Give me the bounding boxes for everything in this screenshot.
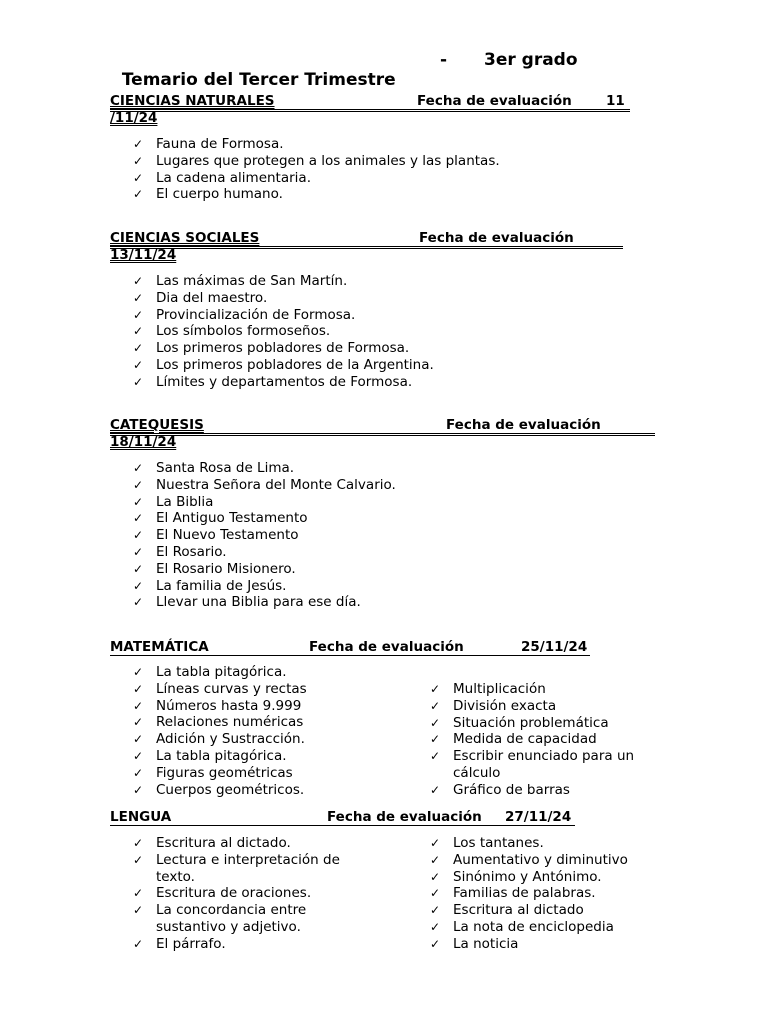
topic-item [133,340,693,357]
topic-text: Familias de palabras. [453,885,596,902]
checkmark-icon: ✓ [430,919,441,934]
topic-item [430,902,670,919]
checkmark-icon: ✓ [133,595,144,610]
topic-item [430,835,670,852]
checkmark-icon: ✓ [430,836,441,850]
topic-item [133,273,693,290]
checkmark-icon: ✓ [133,681,144,696]
matematica-subject: MATEMÁTICA [110,639,209,655]
naturales-header-rule [110,109,630,110]
topic-item [430,885,670,902]
sociales-subject: CIENCIAS SOCIALES [110,230,260,246]
topic-text: La familia de Jesús. [156,577,287,594]
topic-text: El Rosario Misionero. [156,560,296,577]
topic-text: El Rosario. [156,543,227,560]
checkmark-icon: ✓ [133,578,144,593]
naturales-subject: CIENCIAS NATURALES [110,93,275,109]
topic-text: Escritura al dictado [453,902,584,919]
topic-item [430,782,670,799]
topic-text: El Nuevo Testamento [156,527,299,544]
topic-item [133,170,693,187]
topic-item [133,765,413,782]
topic-item [133,460,693,477]
topic-item [133,578,693,595]
naturales-date-part-b: /11/24 [110,110,158,126]
checkmark-icon: ✓ [430,903,441,918]
topic-text: La noticia [453,935,519,952]
checkmark-icon: ✓ [430,936,441,951]
topic-text: Las máximas de San Martín. [156,273,348,289]
topic-item [133,153,693,170]
checkmark-icon: ✓ [133,477,144,492]
lengua-subject: LENGUA [110,809,172,825]
topic-text: Adición y Sustracción. [156,731,305,748]
topic-item [133,323,693,340]
title-dash: - [440,50,448,70]
checkmark-icon: ✓ [430,732,441,747]
checkmark-icon: ✓ [133,528,144,543]
topic-item [133,561,693,578]
topic-text: Límites y departamentos de Formosa. [156,373,413,390]
checkmark-icon: ✓ [133,715,144,730]
checkmark-icon: ✓ [133,494,144,509]
topic-text: La tabla pitagórica. [156,747,287,764]
topic-item [133,902,373,936]
title-text: Temario del Tercer Trimestre [121,70,396,90]
topic-text: Gráfico de barras [453,781,570,798]
topic-text: Lugares que protegen a los animales y las plantas. [156,152,500,169]
topic-item [133,494,693,511]
topic-text: Los tantanes. [453,835,544,851]
checkmark-icon: ✓ [133,461,144,475]
topic-item [133,477,693,494]
checkmark-icon: ✓ [133,561,144,576]
checkmark-icon: ✓ [430,852,441,867]
topic-text: Aumentativo y diminutivo [453,851,628,868]
checkmark-icon: ✓ [430,682,441,696]
lengua-topic-list-left [133,835,373,953]
sociales-header-rule-2 [110,248,623,249]
sociales-header-rule [110,246,623,247]
naturales-date-label: Fecha de evaluación [417,93,572,109]
checkmark-icon: ✓ [133,187,144,202]
checkmark-icon: ✓ [430,698,441,713]
topic-text: Santa Rosa de Lima. [156,460,295,476]
topic-text: División exacta [453,697,557,714]
topic-text: Nuestra Señora del Monte Calvario. [156,476,396,493]
topic-item [430,919,670,936]
checkmark-icon: ✓ [430,749,441,764]
topic-text: Sinónimo y Antónimo. [453,868,602,885]
topic-item [430,852,670,869]
topic-item [133,136,693,153]
checkmark-icon: ✓ [133,782,144,797]
sociales-topic-list [133,273,693,391]
topic-item [133,290,693,307]
title-grade: 3er grado [484,50,578,70]
checkmark-icon: ✓ [133,374,144,389]
topic-text: Provincialización de Formosa. [156,306,356,323]
sociales-date: 13/11/24 [110,247,177,263]
topic-text: Fauna de Formosa. [156,136,284,152]
topic-text: La tabla pitagórica. [156,664,287,680]
topic-text: Los primeros pobladores de la Argentina. [156,356,434,373]
checkmark-icon: ✓ [133,357,144,372]
topic-text: Los primeros pobladores de Formosa. [156,340,410,357]
checkmark-icon: ✓ [133,307,144,322]
catequesis-date: 18/11/24 [110,434,177,450]
checkmark-icon: ✓ [133,274,144,288]
topic-item [133,936,373,953]
topic-item [133,852,373,886]
topic-item [430,698,670,715]
topic-item [133,835,373,852]
topic-text: Relaciones numéricas [156,714,304,731]
topic-text: Cuerpos geométricos. [156,781,305,798]
topic-item [430,869,670,886]
topic-item [133,544,693,561]
topic-item [430,715,670,732]
matematica-topic-list-left [133,664,413,798]
checkmark-icon: ✓ [133,698,144,713]
checkmark-icon: ✓ [133,852,144,867]
checkmark-icon: ✓ [133,765,144,780]
topic-item [133,374,693,391]
topic-text: Medida de capacidad [453,731,597,748]
topic-item [133,714,413,731]
sociales-date-label: Fecha de evaluación [419,230,574,246]
matematica-date-label: Fecha de evaluación [309,639,464,655]
topic-text: Dia del maestro. [156,289,268,306]
topic-item [430,681,670,698]
topic-item [430,936,670,953]
catequesis-subject: CATEQUESIS [110,417,204,433]
checkmark-icon: ✓ [430,782,441,797]
checkmark-icon: ✓ [133,544,144,559]
topic-item [430,731,670,748]
topic-text: La Biblia [156,493,214,510]
checkmark-icon: ✓ [430,869,441,884]
topic-item [133,748,413,765]
checkmark-icon: ✓ [133,936,144,951]
topic-item [133,594,693,611]
checkmark-icon: ✓ [133,886,144,901]
lengua-date: 27/11/24 [505,809,572,825]
topic-item [133,681,413,698]
checkmark-icon: ✓ [133,903,144,918]
checkmark-icon: ✓ [133,153,144,168]
topic-text: El cuerpo humano. [156,186,283,203]
checkmark-icon: ✓ [133,511,144,526]
checkmark-icon: ✓ [430,886,441,901]
lengua-header-rule [110,825,575,826]
topic-item [430,748,670,782]
topic-text: Líneas curvas y rectas [156,680,307,697]
topic-text: Llevar una Biblia para ese día. [156,594,361,611]
topic-text: Multiplicación [453,681,546,697]
checkmark-icon: ✓ [133,290,144,305]
lengua-date-label: Fecha de evaluación [327,809,482,825]
topic-item [133,885,373,902]
topic-item [133,186,693,203]
checkmark-icon: ✓ [133,324,144,339]
topic-text: Escribir enunciado para un cálculo [453,748,635,781]
topic-item [133,731,413,748]
checkmark-icon: ✓ [133,748,144,763]
topic-item [133,527,693,544]
lengua-topic-list-right [430,835,670,953]
topic-text: La nota de enciclopedia [453,918,614,935]
topic-text: Situación problemática [453,714,609,731]
catequesis-header-rule [110,433,655,434]
matematica-header-rule [110,655,590,656]
topic-text: El Antiguo Testamento [156,510,308,527]
topic-item [133,510,693,527]
topic-text: La concordancia entre sustantivo y adjetivo. [156,902,307,935]
topic-item [133,307,693,324]
matematica-topic-list-right [430,681,670,799]
checkmark-icon: ✓ [133,341,144,356]
checkmark-icon: ✓ [133,732,144,747]
naturales-header-rule-2 [110,111,630,112]
topic-text: Escritura al dictado. [156,835,291,851]
topic-text: La cadena alimentaria. [156,169,311,186]
topic-text: Números hasta 9.999 [156,697,302,714]
naturales-date-part-a: 11 [606,93,625,109]
checkmark-icon: ✓ [430,715,441,730]
topic-text: Figuras geométricas [156,764,293,781]
catequesis-topic-list [133,460,693,611]
catequesis-header-rule-2 [110,435,655,436]
topic-text: Escritura de oraciones. [156,885,312,902]
checkmark-icon: ✓ [133,137,144,151]
topic-text: El párrafo. [156,935,226,952]
document-title [110,50,578,90]
catequesis-date-label: Fecha de evaluación [446,417,601,433]
checkmark-icon: ✓ [133,836,144,850]
topic-text: Los símbolos formoseños. [156,323,331,340]
topic-item [133,357,693,374]
checkmark-icon: ✓ [133,170,144,185]
matematica-date: 25/11/24 [521,639,588,655]
topic-text: Lectura e interpretación de texto. [156,851,340,885]
topic-item [133,782,413,799]
checkmark-icon: ✓ [133,665,144,679]
topic-item [133,698,413,715]
topic-item [133,664,413,681]
naturales-topic-list [133,136,693,203]
